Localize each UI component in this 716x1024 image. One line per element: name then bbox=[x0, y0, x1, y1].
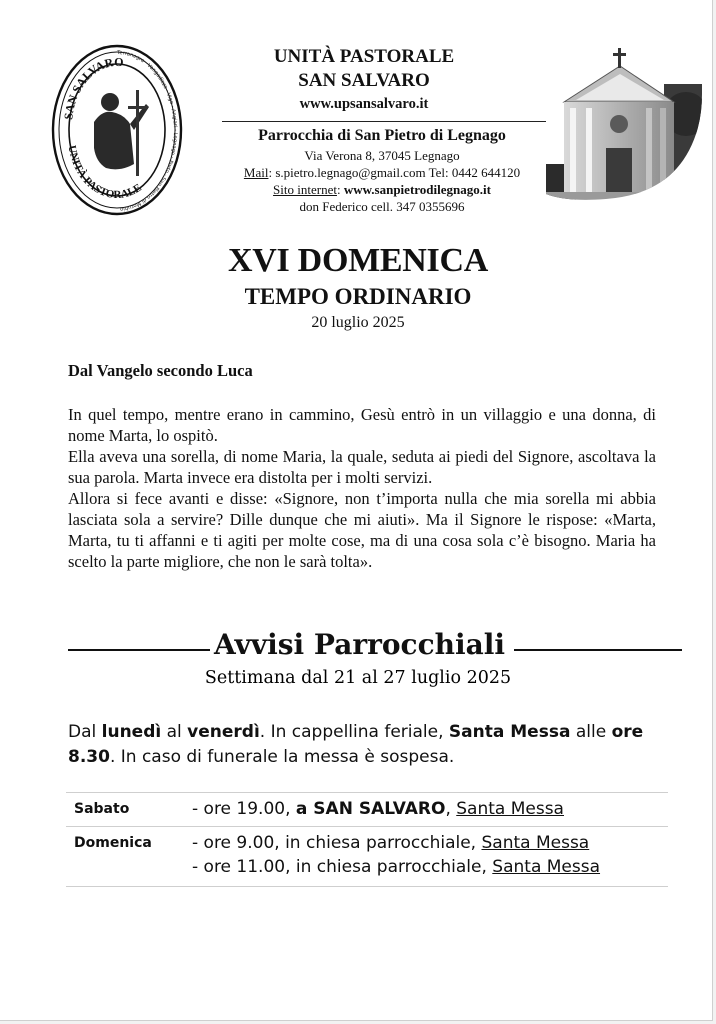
day-sunday: Domenica bbox=[74, 835, 152, 851]
unit-title: UNITÀ PASTORALE bbox=[273, 46, 455, 67]
parish-website-link[interactable]: www.sanpietrodilegnago.it bbox=[343, 182, 491, 197]
mail-label: Mail bbox=[243, 165, 269, 180]
notice-bold: ore 8.30 bbox=[68, 722, 644, 767]
notice-text: . In caso di funerale la messa è sospesa. bbox=[109, 747, 455, 767]
heading-rule-left bbox=[68, 649, 210, 651]
svg-text:SAN SALVARO: SAN SALVARO bbox=[61, 54, 124, 121]
schedule-event: Santa Messa bbox=[481, 833, 590, 853]
sunday-date: 20 luglio 2025 bbox=[311, 314, 405, 331]
sunday-title: XVI DOMENICA bbox=[228, 242, 488, 279]
table-rule bbox=[66, 826, 668, 827]
svg-text:Terranegra · Vangadizza · Vigo: Terranegra · Vangadizza · Vigo · Angiari · Legnago · Porto · San Pietro di Morubio bbox=[116, 49, 178, 212]
table-rule bbox=[66, 886, 668, 887]
notice-bold: Santa Messa bbox=[448, 722, 571, 742]
schedule-place: a SAN SALVARO bbox=[295, 799, 446, 819]
notice-text: alle bbox=[570, 722, 612, 742]
priest-contact: don Federico cell. 347 0355696 bbox=[299, 199, 465, 214]
gospel-heading: Dal Vangelo secondo Luca bbox=[68, 361, 253, 380]
heading-rule-right bbox=[514, 649, 682, 651]
gospel-text bbox=[68, 404, 656, 572]
church-photo bbox=[546, 44, 702, 204]
notices-heading: Avvisi Parrocchiali bbox=[214, 628, 506, 661]
notice-text: . In cappellina feriale, bbox=[259, 722, 449, 742]
sunday-mass-2 bbox=[192, 857, 600, 877]
sunday-mass-1 bbox=[192, 833, 589, 853]
mail-and-phone[interactable]: : s.pietro.legnago@gmail.com Tel: 0442 644120 bbox=[268, 165, 521, 180]
svg-text:UNITÀ PASTORALE: UNITÀ PASTORALE bbox=[65, 144, 144, 202]
saturday-mass bbox=[192, 799, 564, 819]
table-rule bbox=[66, 792, 668, 793]
unita-pastorale-seal-logo bbox=[50, 44, 184, 216]
liturgical-season: TEMPO ORDINARIO bbox=[244, 284, 472, 309]
unit-name: SAN SALVARO bbox=[298, 70, 430, 91]
parish-name: Parrocchia di San Pietro di Legnago bbox=[258, 127, 506, 144]
site-label: Sito internet bbox=[273, 182, 337, 197]
gospel-paragraph: In quel tempo, mentre erano in cammino, Gesù entrò in un villaggio e una donna, di nome Marta, lo ospitò. bbox=[68, 405, 656, 445]
notice-text: Dal bbox=[68, 722, 102, 742]
notices-heading-row bbox=[68, 628, 682, 668]
day-saturday: Sabato bbox=[74, 801, 130, 817]
notice-bold: lunedì bbox=[101, 722, 162, 742]
schedule-event: Santa Messa bbox=[492, 857, 601, 877]
schedule-text: - ore 11.00, in chiesa parrocchiale, bbox=[192, 857, 493, 877]
notices-week: Settimana dal 21 al 27 luglio 2025 bbox=[204, 668, 512, 688]
parish-contact-line bbox=[210, 164, 554, 182]
header-divider bbox=[222, 121, 546, 122]
schedule-text: - ore 19.00, bbox=[192, 799, 296, 819]
notice-bold: venerdì bbox=[187, 722, 260, 742]
gospel-paragraph: Allora si fece avanti e disse: «Signore, non t’importa nulla che mia sorella mi abbia lasciata sola a servire? Dille dunque che mi aiuti». Ma il Signore le rispose: «Marta, Marta, tu ti affanni e ti agiti per molte cose, ma di una cosa sola c’è bisogno. Maria ha scelto la parte migliore, che non le sarà tolta». bbox=[68, 489, 656, 571]
unit-website-link[interactable]: www.upsansalvaro.it bbox=[299, 96, 429, 112]
schedule-event: Santa Messa bbox=[456, 799, 564, 819]
gospel-paragraph: Ella aveva una sorella, di nome Maria, la quale, seduta ai piedi del Signore, ascoltava la sua parola. Marta invece era distolta per i molti servizi. bbox=[68, 447, 656, 487]
parish-address: Via Verona 8, 37045 Legnago bbox=[304, 148, 460, 163]
schedule-text: - ore 9.00, in chiesa parrocchiale, bbox=[192, 833, 482, 853]
parish-website-line: Sito internet: www.sanpietrodilegnago.it bbox=[273, 182, 491, 197]
weekday-mass-notice bbox=[68, 720, 668, 770]
schedule-text: , bbox=[445, 799, 457, 819]
notice-text: al bbox=[161, 722, 188, 742]
